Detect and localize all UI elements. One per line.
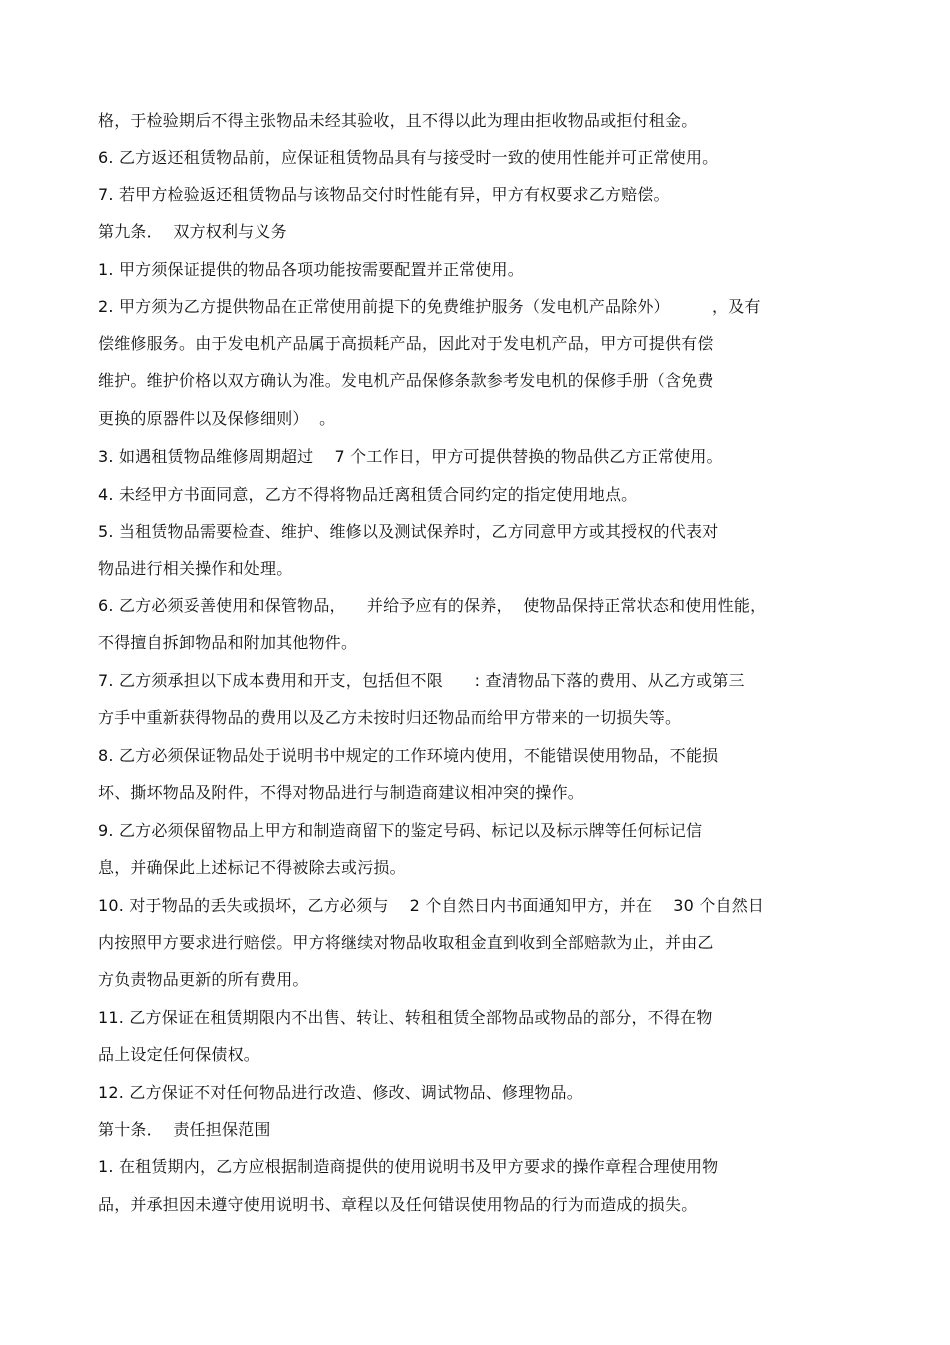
text-line: 格，于检验期后不得主张物品未经其验收，且不得以此为理由拒收物品或拒付租金。	[98, 111, 698, 130]
text-line: 6. 乙方必须妥善使用和保管物品， 并给予应有的保养， 使物品保持正常状态和使用性能，	[98, 596, 767, 615]
text-line: 12. 乙方保证不对任何物品进行改造、修改、调试物品、修理物品。	[98, 1083, 583, 1102]
text-line: 方负责物品更新的所有费用。	[98, 970, 309, 989]
text-line: 7. 若甲方检验返还租赁物品与该物品交付时性能有异，甲方有权要求乙方赔偿。	[98, 185, 670, 204]
text-line: 息，并确保此上述标记不得被除去或污损。	[98, 858, 406, 877]
text-line: 11. 乙方保证在租赁期限内不出售、转让、转租租赁全部物品或物品的部分，不得在物	[98, 1008, 713, 1027]
text-line: 维护。维护价格以双方确认为准。发电机产品保修条款参考发电机的保修手册（含免费	[98, 371, 714, 390]
section-heading: 第十条． 责任担保范围	[98, 1120, 271, 1139]
section-heading: 第九条． 双方权利与义务	[98, 222, 287, 241]
text-line: 1. 在租赁期内，乙方应根据制造商提供的使用说明书及甲方要求的操作章程合理使用物	[98, 1157, 719, 1176]
text-line: 物品进行相关操作和处理。	[98, 559, 293, 578]
text-line: 品，并承担因未遵守使用说明书、章程以及任何错误使用物品的行为而造成的损失。	[98, 1195, 698, 1214]
text-line: 3. 如遇租赁物品维修周期超过 7 个工作日，甲方可提供替换的物品供乙方正常使用。	[98, 447, 723, 466]
text-line: 偿维修服务。由于发电机产品属于高损耗产品，因此对于发电机产品，甲方可提供有偿	[98, 334, 714, 353]
text-line: 4. 未经甲方书面同意，乙方不得将物品迁离租赁合同约定的指定使用地点。	[98, 485, 638, 504]
text-line: 不得擅自拆卸物品和附加其他物件。	[98, 633, 358, 652]
text-line: 1. 甲方须保证提供的物品各项功能按需要配置并正常使用。	[98, 260, 524, 279]
text-line: 品上设定任何保债权。	[98, 1045, 261, 1064]
text-line: 10. 对于物品的丢失或损坏，乙方必须与 2 个自然日内书面通知甲方，并在 30 个自然日	[98, 896, 765, 915]
text-line: 5. 当租赁物品需要检查、维护、维修以及测试保养时，乙方同意甲方或其授权的代表对	[98, 522, 719, 541]
text-line: 2. 甲方须为乙方提供物品在正常使用前提下的免费维护服务（发电机产品除外） ，及有	[98, 297, 761, 316]
text-line: 8. 乙方必须保证物品处于说明书中规定的工作环境内使用，不能错误使用物品，不能损	[98, 746, 719, 765]
text-line: 7. 乙方须承担以下成本费用和开支，包括但不限 : 查清物品下落的费用、从乙方或第三	[98, 671, 745, 690]
text-line: 坏、撕坏物品及附件，不得对物品进行与制造商建议相冲突的操作。	[98, 783, 585, 802]
text-line: 9. 乙方必须保留物品上甲方和制造商留下的鉴定号码、标记以及标示牌等任何标记信	[98, 821, 703, 840]
text-line: 更换的原器件以及保修细则） 。	[98, 409, 336, 428]
text-line: 方手中重新获得物品的费用以及乙方未按时归还物品而给甲方带来的一切损失等。	[98, 708, 682, 727]
text-line: 内按照甲方要求进行赔偿。甲方将继续对物品收取租金直到收到全部赔款为止，并由乙	[98, 933, 714, 952]
text-line: 6. 乙方返还租赁物品前，应保证租赁物品具有与接受时一致的使用性能并可正常使用。	[98, 148, 719, 167]
